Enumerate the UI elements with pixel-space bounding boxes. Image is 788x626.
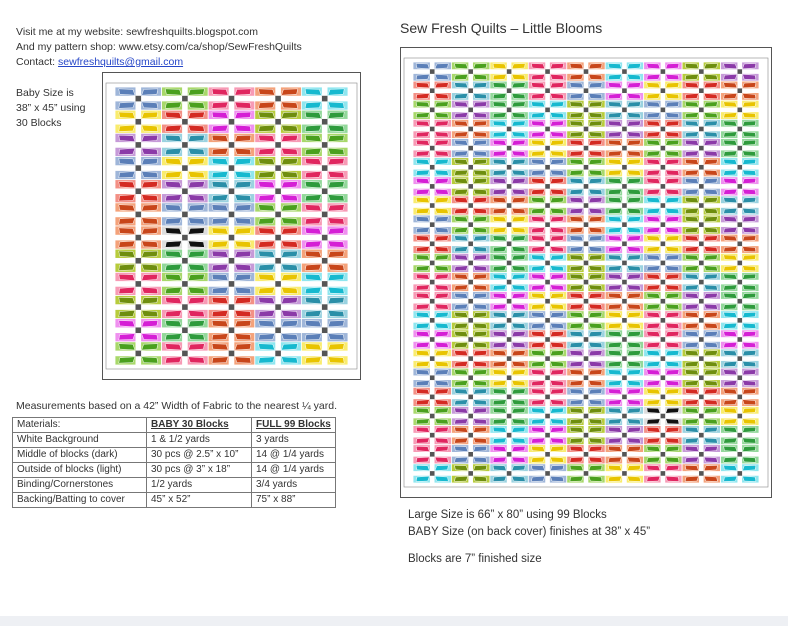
- quilt-block: [528, 330, 566, 349]
- quilt-block: [451, 273, 489, 292]
- quilt-block: [721, 253, 759, 272]
- quilt-block: [451, 426, 489, 445]
- quilt-block: [528, 426, 566, 445]
- quilt-block: [605, 330, 643, 349]
- quilt-block: [721, 292, 759, 311]
- materials-table: [12, 417, 336, 508]
- quilt-block: [301, 110, 348, 133]
- table-cell: 3/4 yards: [252, 478, 336, 493]
- table-header-cell: Materials:: [13, 418, 147, 433]
- quilt-block: [451, 368, 489, 387]
- quilt-block: [490, 349, 528, 368]
- quilt-block: [605, 215, 643, 234]
- quilt-block: [451, 234, 489, 253]
- quilt-block: [605, 177, 643, 196]
- large-quilt-diagram: [400, 47, 772, 498]
- quilt-block: [605, 464, 643, 483]
- quilt-block: [682, 119, 720, 138]
- quilt-block: [208, 203, 255, 226]
- quilt-block: [528, 445, 566, 464]
- website-line: Visit me at my website: sewfreshquilts.blogspot.com: [16, 26, 258, 38]
- quilt-block: [567, 349, 605, 368]
- quilt-block: [162, 272, 209, 295]
- quilt-block: [605, 100, 643, 119]
- quilt-block: [451, 81, 489, 100]
- quilt-block: [567, 387, 605, 406]
- quilt-block: [567, 119, 605, 138]
- quilt-block: [721, 139, 759, 158]
- quilt-block: [682, 100, 720, 119]
- table-row: [13, 433, 336, 448]
- quilt-block: [528, 119, 566, 138]
- quilt-block: [721, 158, 759, 177]
- quilt-block: [721, 177, 759, 196]
- quilt-block: [413, 253, 451, 272]
- quilt-block: [528, 215, 566, 234]
- quilt-block: [451, 387, 489, 406]
- quilt-block: [605, 81, 643, 100]
- quilt-block: [721, 330, 759, 349]
- quilt-block: [162, 226, 209, 249]
- quilt-block: [528, 100, 566, 119]
- quilt-block: [682, 387, 720, 406]
- quilt-block: [528, 158, 566, 177]
- quilt-block: [567, 234, 605, 253]
- quilt-block: [528, 406, 566, 425]
- quilt-block: [528, 234, 566, 253]
- quilt-block: [528, 139, 566, 158]
- quilt-block: [567, 81, 605, 100]
- quilt-block: [721, 426, 759, 445]
- quilt-block: [605, 139, 643, 158]
- quilt-block: [413, 158, 451, 177]
- quilt-block: [115, 319, 162, 342]
- quilt-block: [490, 445, 528, 464]
- quilt-block: [255, 226, 302, 249]
- quilt-block: [413, 330, 451, 349]
- quilt-block: [682, 464, 720, 483]
- quilt-block: [255, 110, 302, 133]
- quilt-block: [528, 177, 566, 196]
- quilt-block: [162, 342, 209, 365]
- quilt-block: [301, 203, 348, 226]
- table-row: [13, 463, 336, 478]
- quilt-block: [115, 87, 162, 110]
- quilt-block: [567, 253, 605, 272]
- quilt-block: [255, 203, 302, 226]
- quilt-block: [115, 249, 162, 272]
- quilt-block: [644, 139, 682, 158]
- quilt-block: [162, 203, 209, 226]
- quilt-block: [682, 158, 720, 177]
- quilt-block: [255, 319, 302, 342]
- table-header-cell: FULL 99 Blocks: [252, 418, 336, 433]
- table-cell: 14 @ 1/4 yards: [252, 448, 336, 463]
- quilt-block: [682, 311, 720, 330]
- quilt-block: [567, 62, 605, 81]
- quilt-block: [605, 311, 643, 330]
- table-cell: 1 & 1/2 yards: [147, 433, 252, 448]
- table-cell: 75” x 88”: [252, 493, 336, 508]
- table-cell: White Background: [13, 433, 147, 448]
- table-cell: Outside of blocks (light): [13, 463, 147, 478]
- quilt-block: [567, 445, 605, 464]
- quilt-block: [162, 249, 209, 272]
- quilt-block: [255, 180, 302, 203]
- quilt-block: [567, 330, 605, 349]
- quilt-block: [115, 157, 162, 180]
- quilt-block: [721, 273, 759, 292]
- quilt-block: [208, 319, 255, 342]
- quilt-block: [644, 234, 682, 253]
- quilt-block: [721, 62, 759, 81]
- quilt-block: [413, 311, 451, 330]
- contact-email-link[interactable]: sewfreshquilts@gmail.com: [58, 56, 184, 68]
- quilt-block: [721, 234, 759, 253]
- quilt-block: [567, 292, 605, 311]
- quilt-block: [644, 445, 682, 464]
- quilt-block: [644, 215, 682, 234]
- quilt-block: [721, 445, 759, 464]
- quilt-block: [413, 215, 451, 234]
- quilt-block: [605, 406, 643, 425]
- quilt-block: [682, 196, 720, 215]
- quilt-block: [490, 273, 528, 292]
- quilt-block: [567, 139, 605, 158]
- quilt-block: [682, 81, 720, 100]
- quilt-block: [721, 387, 759, 406]
- quilt-block: [605, 253, 643, 272]
- quilt-block: [644, 119, 682, 138]
- quilt-block: [115, 226, 162, 249]
- quilt-block: [255, 296, 302, 319]
- quilt-block: [567, 464, 605, 483]
- quilt-block: [490, 464, 528, 483]
- quilt-block: [682, 406, 720, 425]
- quilt-block: [644, 62, 682, 81]
- quilt-block: [490, 177, 528, 196]
- quilt-block: [682, 177, 720, 196]
- quilt-block: [413, 368, 451, 387]
- quilt-block: [451, 464, 489, 483]
- quilt-block: [528, 62, 566, 81]
- quilt-block: [605, 62, 643, 81]
- quilt-block: [301, 226, 348, 249]
- quilt-block: [528, 81, 566, 100]
- quilt-block: [721, 368, 759, 387]
- quilt-block: [208, 110, 255, 133]
- quilt-block: [644, 273, 682, 292]
- quilt-block: [567, 368, 605, 387]
- quilt-block: [413, 406, 451, 425]
- quilt-block: [413, 464, 451, 483]
- quilt-block: [682, 273, 720, 292]
- quilt-block: [644, 253, 682, 272]
- quilt-block: [721, 311, 759, 330]
- quilt-block: [490, 62, 528, 81]
- quilt-block: [721, 215, 759, 234]
- quilt-block: [208, 226, 255, 249]
- quilt-block: [255, 272, 302, 295]
- table-cell: 30 pcs @ 3” x 18”: [147, 463, 252, 478]
- quilt-block: [682, 62, 720, 81]
- quilt-block: [721, 196, 759, 215]
- quilt-block: [451, 330, 489, 349]
- quilt-block: [162, 157, 209, 180]
- quilt-block: [490, 81, 528, 100]
- quilt-block: [162, 180, 209, 203]
- table-header-row: [13, 418, 336, 433]
- quilt-block: [255, 157, 302, 180]
- quilt-block: [208, 272, 255, 295]
- quilt-block: [682, 330, 720, 349]
- table-cell: Middle of blocks (dark): [13, 448, 147, 463]
- quilt-block: [451, 158, 489, 177]
- quilt-block: [490, 234, 528, 253]
- quilt-block: [490, 119, 528, 138]
- quilt-block: [255, 87, 302, 110]
- quilt-block: [682, 426, 720, 445]
- quilt-block: [490, 426, 528, 445]
- quilt-block: [605, 387, 643, 406]
- quilt-block: [721, 464, 759, 483]
- quilt-block: [644, 330, 682, 349]
- quilt-block: [721, 81, 759, 100]
- quilt-block: [451, 196, 489, 215]
- quilt-block: [567, 158, 605, 177]
- table-cell: Binding/Cornerstones: [13, 478, 147, 493]
- quilt-block: [413, 139, 451, 158]
- table-cell: 1/2 yards: [147, 478, 252, 493]
- quilt-block: [644, 158, 682, 177]
- quilt-block: [208, 180, 255, 203]
- quilt-block: [413, 119, 451, 138]
- table-cell: 3 yards: [252, 433, 336, 448]
- quilt-block: [605, 273, 643, 292]
- quilt-block: [451, 119, 489, 138]
- block-size-note: Blocks are 7” finished size: [408, 553, 542, 565]
- quilt-block: [451, 349, 489, 368]
- quilt-block: [490, 368, 528, 387]
- quilt-block: [528, 292, 566, 311]
- quilt-block: [301, 180, 348, 203]
- quilt-block: [721, 119, 759, 138]
- quilt-block: [682, 368, 720, 387]
- quilt-block: [451, 406, 489, 425]
- quilt-block: [490, 139, 528, 158]
- quilt-block: [115, 296, 162, 319]
- quilt-block: [605, 426, 643, 445]
- table-cell: 45” x 52”: [147, 493, 252, 508]
- quilt-block: [413, 349, 451, 368]
- quilt-block: [115, 180, 162, 203]
- measurement-note: Measurements based on a 42” Width of Fabric to the nearest ¼ yard.: [16, 400, 337, 412]
- quilt-block: [567, 311, 605, 330]
- quilt-block: [605, 368, 643, 387]
- quilt-block: [490, 253, 528, 272]
- quilt-block: [567, 196, 605, 215]
- quilt-block: [413, 177, 451, 196]
- quilt-block: [528, 387, 566, 406]
- quilt-block: [605, 196, 643, 215]
- quilt-block: [451, 215, 489, 234]
- quilt-block: [413, 273, 451, 292]
- quilt-block: [567, 426, 605, 445]
- table-row: [13, 478, 336, 493]
- baby-note-1: Baby Size is: [16, 87, 74, 99]
- quilt-block: [721, 406, 759, 425]
- quilt-block: [451, 311, 489, 330]
- quilt-block: [208, 296, 255, 319]
- table-cell: Backing/Batting to cover: [13, 493, 147, 508]
- page-title: Sew Fresh Quilts – Little Blooms: [400, 20, 603, 36]
- large-size-note: Large Size is 66” x 80” using 99 Blocks: [408, 509, 607, 521]
- quilt-block: [301, 342, 348, 365]
- shop-line: And my pattern shop: www.etsy.com/ca/shop/SewFreshQuilts: [16, 41, 302, 53]
- quilt-block: [413, 445, 451, 464]
- quilt-block: [490, 100, 528, 119]
- quilt-block: [605, 445, 643, 464]
- quilt-block: [605, 234, 643, 253]
- quilt-block: [644, 426, 682, 445]
- quilt-block: [413, 387, 451, 406]
- quilt-block: [490, 158, 528, 177]
- quilt-block: [567, 100, 605, 119]
- quilt-block: [451, 253, 489, 272]
- quilt-block: [644, 387, 682, 406]
- baby-size-note: BABY Size (on back cover) finishes at 38” x 45”: [408, 526, 651, 538]
- quilt-block: [490, 196, 528, 215]
- quilt-block: [413, 81, 451, 100]
- table-cell: 30 pcs @ 2.5” x 10”: [147, 448, 252, 463]
- quilt-block: [162, 133, 209, 156]
- contact-label: Contact:: [16, 56, 59, 68]
- quilt-block: [605, 292, 643, 311]
- quilt-block: [413, 196, 451, 215]
- quilt-block: [644, 464, 682, 483]
- contact-line: [16, 55, 183, 70]
- quilt-block: [208, 87, 255, 110]
- quilt-block: [682, 215, 720, 234]
- quilt-block: [208, 342, 255, 365]
- quilt-block: [567, 215, 605, 234]
- quilt-block: [644, 100, 682, 119]
- quilt-block: [682, 234, 720, 253]
- quilt-block: [490, 292, 528, 311]
- quilt-block: [490, 387, 528, 406]
- quilt-block: [528, 311, 566, 330]
- quilt-block: [162, 110, 209, 133]
- quilt-block: [644, 292, 682, 311]
- quilt-block: [162, 87, 209, 110]
- quilt-block: [644, 368, 682, 387]
- quilt-block: [413, 62, 451, 81]
- quilt-block: [301, 272, 348, 295]
- quilt-block: [528, 196, 566, 215]
- quilt-block: [451, 100, 489, 119]
- quilt-block: [301, 133, 348, 156]
- quilt-block: [208, 157, 255, 180]
- quilt-block: [682, 349, 720, 368]
- quilt-block: [162, 319, 209, 342]
- quilt-block: [605, 158, 643, 177]
- quilt-block: [255, 342, 302, 365]
- baby-quilt-diagram: [102, 72, 361, 380]
- quilt-block: [605, 119, 643, 138]
- quilt-block: [451, 292, 489, 311]
- quilt-block: [162, 296, 209, 319]
- quilt-block: [682, 139, 720, 158]
- quilt-block: [413, 234, 451, 253]
- quilt-block: [644, 81, 682, 100]
- quilt-block: [605, 349, 643, 368]
- quilt-block: [413, 292, 451, 311]
- quilt-block: [528, 253, 566, 272]
- quilt-block: [115, 272, 162, 295]
- quilt-block: [301, 319, 348, 342]
- quilt-block: [490, 330, 528, 349]
- quilt-block: [490, 311, 528, 330]
- quilt-block: [301, 87, 348, 110]
- table-header-cell: BABY 30 Blocks: [147, 418, 252, 433]
- quilt-block: [682, 445, 720, 464]
- quilt-block: [255, 133, 302, 156]
- quilt-block: [528, 368, 566, 387]
- quilt-block: [644, 349, 682, 368]
- quilt-block: [644, 311, 682, 330]
- quilt-block: [451, 445, 489, 464]
- quilt-block: [528, 464, 566, 483]
- quilt-block: [490, 215, 528, 234]
- quilt-block: [301, 249, 348, 272]
- quilt-block: [682, 253, 720, 272]
- quilt-block: [413, 100, 451, 119]
- quilt-block: [451, 139, 489, 158]
- quilt-block: [115, 133, 162, 156]
- quilt-block: [301, 296, 348, 319]
- quilt-block: [528, 273, 566, 292]
- quilt-block: [528, 349, 566, 368]
- quilt-block: [451, 62, 489, 81]
- quilt-block: [644, 196, 682, 215]
- baby-note-2: 38” x 45” using: [16, 102, 86, 114]
- quilt-block: [644, 177, 682, 196]
- table-row: [13, 448, 336, 463]
- quilt-block: [644, 406, 682, 425]
- quilt-block: [721, 349, 759, 368]
- quilt-block: [115, 110, 162, 133]
- quilt-block: [682, 292, 720, 311]
- quilt-block: [115, 203, 162, 226]
- page-footer-bar: [0, 616, 788, 626]
- quilt-block: [567, 177, 605, 196]
- quilt-block: [567, 273, 605, 292]
- baby-note-3: 30 Blocks: [16, 117, 62, 129]
- quilt-block: [413, 426, 451, 445]
- table-row: [13, 493, 336, 508]
- quilt-block: [115, 342, 162, 365]
- quilt-block: [721, 100, 759, 119]
- quilt-block: [208, 249, 255, 272]
- quilt-block: [208, 133, 255, 156]
- quilt-block: [451, 177, 489, 196]
- table-cell: 14 @ 1/4 yards: [252, 463, 336, 478]
- quilt-block: [301, 157, 348, 180]
- quilt-block: [255, 249, 302, 272]
- quilt-block: [490, 406, 528, 425]
- quilt-block: [567, 406, 605, 425]
